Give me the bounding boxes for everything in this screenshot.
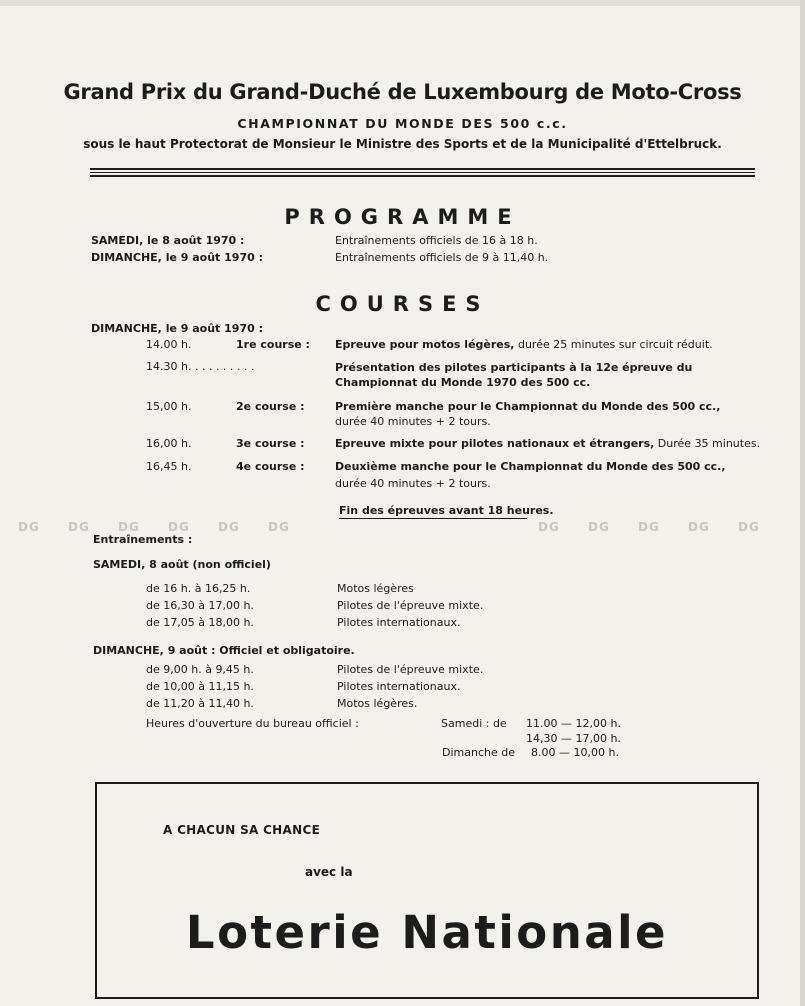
end-note-underline	[339, 518, 527, 519]
event-title: Grand Prix du Grand-Duché de Luxembourg de Moto-Cross	[63, 80, 742, 104]
watermark-stamp-5: DG	[218, 520, 240, 534]
course-time-5: 16,45 h.	[146, 460, 192, 473]
double-rule-middle	[90, 172, 755, 173]
course-desc-bold-3: Première manche pour le Championnat du Monde des 500 cc.,	[335, 400, 721, 413]
bureau-dimanche-hours: 8.00 — 10,00 h.	[531, 746, 619, 759]
bureau-dimanche-label: Dimanche de	[442, 746, 515, 759]
samedi-time-1: de 16 h. à 16,25 h.	[146, 582, 251, 595]
dimanche-desc-2: Pilotes internationaux.	[337, 680, 461, 693]
double-rule-bottom	[90, 175, 755, 177]
course-label-3: 2e course :	[236, 400, 305, 413]
watermark-stamp-9: DG	[638, 520, 660, 534]
course-desc-4	[335, 437, 760, 450]
course-label-1: 1re course :	[236, 338, 310, 351]
watermark-stamp-3: DG	[118, 520, 140, 534]
bureau-samedi-hours-2: 14,30 — 17,00 h.	[526, 732, 621, 745]
dimanche-time-1: de 9,00 h. à 9,45 h.	[146, 663, 254, 676]
watermark-stamp-10: DG	[688, 520, 710, 534]
watermark-stamp-4: DG	[168, 520, 190, 534]
course-time-1: 14.00 h.	[146, 338, 192, 351]
course-desc-bold-5: Deuxième manche pour le Championnat du Monde des 500 cc.,	[335, 460, 726, 473]
courses-end-note: Fin des épreuves avant 18 heures.	[339, 504, 554, 517]
dimanche-time-2: de 10,00 à 11,15 h.	[146, 680, 254, 693]
double-rule-top	[90, 168, 755, 170]
dimanche-training-day: DIMANCHE, 9 août : Officiel et obligatoire.	[93, 644, 355, 657]
entrainements-heading: Entraînements :	[93, 533, 193, 546]
course-time-3: 15,00 h.	[146, 400, 192, 413]
samedi-training-day: SAMEDI, 8 août (non officiel)	[93, 558, 271, 571]
samedi-desc-2: Pilotes de l'épreuve mixte.	[337, 599, 484, 612]
championship-subtitle: CHAMPIONNAT DU MONDE DES 500 c.c.	[237, 116, 568, 131]
watermark-stamp-7: DG	[538, 520, 560, 534]
samedi-desc-3: Pilotes internationaux.	[337, 616, 461, 629]
loterie-nationale-brand: Loterie Nationale	[185, 906, 669, 959]
samedi-time-3: de 17,05 à 18,00 h.	[146, 616, 254, 629]
watermark-stamp-8: DG	[588, 520, 610, 534]
courses-day: DIMANCHE, le 9 août 1970 :	[91, 322, 263, 335]
course-desc-text-4: Durée 35 minutes.	[654, 437, 761, 450]
samedi-time-2: de 16,30 à 17,00 h.	[146, 599, 254, 612]
programme-desc-1: Entraînements officiels de 16 à 18 h.	[335, 234, 538, 247]
course-label-5: 4e course :	[236, 460, 305, 473]
watermark-stamp-11: DG	[738, 520, 760, 534]
bureau-hours-label: Heures d'ouverture du bureau officiel :	[146, 717, 359, 730]
course-desc-text-5: durée 40 minutes + 2 tours.	[335, 477, 491, 490]
course-desc-1	[335, 338, 713, 351]
samedi-desc-1: Motos légères	[337, 582, 414, 595]
bureau-samedi-label: Samedi : de	[441, 717, 507, 730]
dimanche-time-3: de 11,20 à 11,40 h.	[146, 697, 254, 710]
course-desc-bold-1: Epreuve pour motos légères,	[335, 338, 515, 351]
watermark-stamp-1: DG	[18, 520, 40, 534]
programme-day-1: SAMEDI, le 8 août 1970 :	[91, 234, 245, 247]
ad-slogan: A CHACUN SA CHANCE	[163, 823, 321, 837]
course-desc-2: Présentation des pilotes participants à la 12e épreuve du Championnat du Monde 1970 des 500 cc.	[335, 361, 693, 389]
ad-connector: avec la	[305, 865, 353, 879]
dimanche-desc-1: Pilotes de l'épreuve mixte.	[337, 663, 484, 676]
watermark-stamp-6: DG	[268, 520, 290, 534]
programme-heading: PROGRAMME	[284, 205, 521, 229]
programme-desc-2: Entraînements officiels de 9 à 11,40 h.	[335, 251, 549, 264]
patronage-line: sous le haut Protectorat de Monsieur le Ministre des Sports et de la Municipalité d'Ettelbruck.	[83, 137, 722, 151]
course-time-4: 16,00 h.	[146, 437, 192, 450]
course-desc-text-3: durée 40 minutes + 2 tours.	[335, 415, 491, 428]
course-label-4: 3e course :	[236, 437, 305, 450]
page-top-edge	[0, 0, 805, 6]
programme-day-2: DIMANCHE, le 9 août 1970 :	[91, 251, 263, 264]
courses-heading: COURSES	[315, 292, 490, 316]
loterie-ad-box	[95, 782, 759, 999]
bureau-samedi-hours-1: 11.00 — 12,00 h.	[526, 717, 621, 730]
dimanche-desc-3: Motos légères.	[337, 697, 418, 710]
course-time-2: 14.30 h. . . . . . . . . .	[146, 360, 255, 373]
watermark-stamp-2: DG	[68, 520, 90, 534]
course-desc-bold-4: Epreuve mixte pour pilotes nationaux et étrangers,	[335, 437, 655, 450]
course-desc-text-1: durée 25 minutes sur circuit réduit.	[514, 338, 713, 351]
